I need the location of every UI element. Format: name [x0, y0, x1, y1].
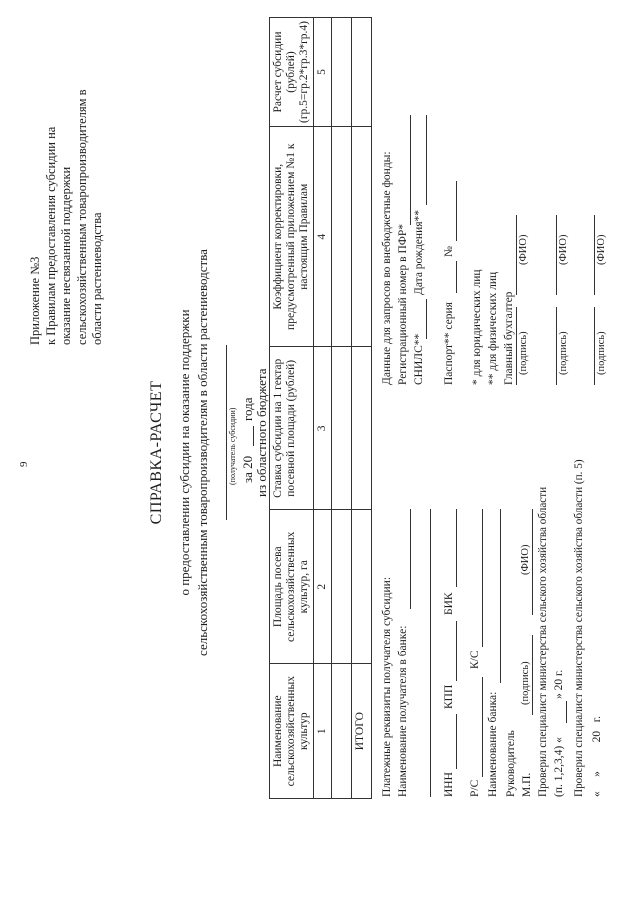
- table-number-row: [314, 18, 332, 799]
- fio-caption: (ФИО): [520, 544, 531, 575]
- bank-recipient-label: Наименование получателя в банке:: [397, 625, 409, 797]
- appendix-title: Приложение №3: [28, 256, 42, 345]
- checked-by-1-date: (п. 1,2,3,4) «: [553, 737, 565, 797]
- birth-date-label: Дата рождения**: [413, 209, 425, 295]
- legal-entity-note: * для юридических лиц: [471, 269, 483, 385]
- appendix-block: [28, 89, 106, 345]
- header-cell: Расчет субсидии (рублей) (гр.5=гр.2*гр.3*гр.4): [270, 18, 314, 127]
- chief-accountant-label: Главный бухгалтер: [503, 291, 515, 385]
- bik-label: БИК: [443, 592, 455, 615]
- table-header-row: [270, 18, 314, 799]
- total-label: ИТОГО: [352, 664, 372, 799]
- appendix-line: к Правилам предоставления субсидии на: [43, 126, 58, 345]
- individual-note: ** для физических лиц: [487, 271, 499, 385]
- fio-caption: (ФИО): [558, 234, 569, 265]
- number-cell: 5: [314, 18, 332, 127]
- stamp-label: М.П.: [521, 772, 533, 797]
- checked-by-2: Проверил специалист министерства сельского хозяйства области (п. 5): [573, 459, 585, 797]
- recipient-line: [226, 345, 227, 520]
- period-suffix: года: [240, 397, 255, 421]
- document-subtitle: сельскохозяйственным товаропроизводителям в области растениеводства: [195, 249, 210, 656]
- number-cell: 2: [314, 510, 332, 664]
- checked-by-2-date: « » 20 г.: [591, 715, 603, 797]
- appendix-line: области растениеводства: [90, 212, 104, 345]
- header-cell: Ставка субсидии на 1 гектар посевной площади (рублей): [270, 347, 314, 510]
- number-cell: 3: [314, 347, 332, 510]
- number-cell: 4: [314, 127, 332, 347]
- rs-label: Р/С: [469, 779, 481, 797]
- budget-source: из областного бюджета: [254, 368, 269, 497]
- snils-label: СНИЛС**: [413, 333, 425, 385]
- kpp-label: КПП: [443, 684, 455, 709]
- inn-label: ИНН: [443, 772, 455, 797]
- document-subtitle: о предоставлении субсидии на оказание поддержки: [177, 309, 192, 596]
- funds-label: Данные для запросов во внебюджетные фонды:: [381, 151, 393, 385]
- table-total-row: [352, 18, 372, 799]
- checked-by-1-year: » 20 г.: [553, 669, 565, 699]
- pfr-label: Регистрационный номер в ПФР*: [397, 224, 409, 385]
- calculation-table: [269, 17, 372, 799]
- checked-by-1: Проверил специалист министерства сельского хозяйства области: [537, 486, 549, 797]
- header-cell: Площадь посева сельскохозяйственных культур, га: [270, 510, 314, 664]
- signature-caption: (подпись): [596, 331, 607, 375]
- signature-caption: (подпись): [518, 331, 529, 375]
- passport-number-label: №: [443, 246, 455, 257]
- signature-caption: (подпись): [520, 661, 531, 705]
- passport-label: Паспорт** серия: [443, 302, 455, 385]
- document-title: СПРАВКА-РАСЧЕТ: [148, 380, 165, 525]
- table-empty-row: [332, 18, 352, 799]
- number-cell: 1: [314, 664, 332, 799]
- appendix-line: сельскохозяйственным товаропроизводителям в: [74, 89, 89, 345]
- signature-caption: (подпись): [558, 331, 569, 375]
- requisites-label: Платежные реквизиты получателя субсидии:: [381, 576, 393, 797]
- page-number: 9: [18, 461, 30, 467]
- fio-caption: (ФИО): [518, 234, 529, 265]
- fio-caption: (ФИО): [596, 234, 607, 265]
- header-cell: Наименование сельскохозяйственных культур: [270, 664, 314, 799]
- header-cell: Коэффициент корректировки, предусмотренный приложением №1 к настоящим Правилам: [270, 127, 314, 347]
- bank-name-label: Наименование банка:: [487, 691, 499, 797]
- head-label: Руководитель: [505, 730, 517, 797]
- ks-label: К/С: [469, 650, 481, 669]
- period-prefix: за 20: [240, 455, 255, 483]
- recipient-caption: (получатель субсидии): [228, 407, 237, 485]
- appendix-line: оказание несвязанной поддержки: [59, 166, 73, 345]
